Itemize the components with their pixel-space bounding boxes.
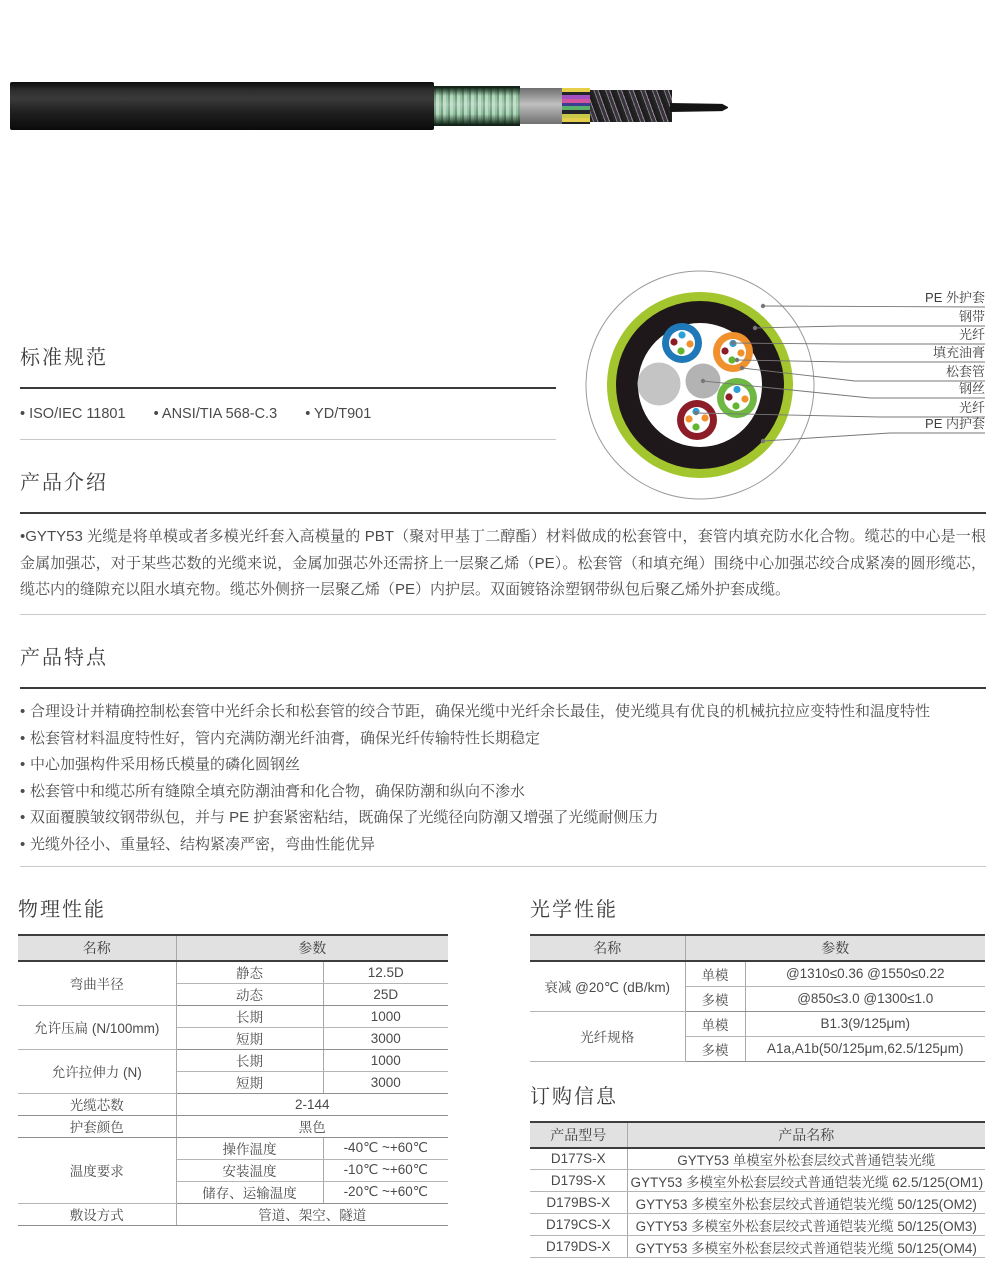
cable-photo [0,0,1000,160]
column-header: 参数 [685,935,985,961]
diagram-label: 光纤 [958,400,985,415]
table-row: D179S-X GYTY53 多模室外松套层绞式普通铠装光缆 62.5/125(OM1) [530,1170,985,1192]
table-row: D179CS-X GYTY53 多模室外松套层绞式普通铠装光缆 50/125(OM3) [530,1214,985,1236]
table-row: 短期 3000 [18,1071,448,1093]
divider [20,687,986,689]
physical-table [18,934,448,1226]
table-row: 动态 25D [18,983,448,1005]
bullet-icon: • [20,406,26,422]
table-row: 允许压扁 (N/100mm) 长期 1000 [18,1005,448,1027]
optical-table [530,934,985,1062]
feature-item: • 松套管材料温度特性好，管内充满防潮光纤油膏，确保光纤传输特性长期稳定 [20,726,986,753]
table-row: D177S-X GYTY53 单模室外松套层绞式普通铠装光缆 [530,1148,985,1170]
intro-title: 产品介绍 [20,472,108,494]
divider [20,614,986,615]
table-row: 敷设方式 管道、架空、隧道 [18,1203,448,1225]
table-row: 允许拉伸力 (N) 长期 1000 [18,1049,448,1071]
standard-item: • ISO/IEC 11801 [20,406,126,422]
steel-wire-large [638,363,681,406]
section-ordering [530,1084,985,1259]
table-row: 安装温度 -10℃ ~+60℃ [18,1159,448,1181]
ordering-table [530,1121,985,1259]
features-list [20,699,986,858]
table-row: 护套颜色 黑色 [18,1115,448,1137]
column-header: 名称 [530,935,685,961]
bullet-icon: • [20,782,26,800]
column-header: 产品型号 [530,1122,627,1148]
section-introduction [20,470,986,615]
bullet-icon: • [153,406,159,422]
features-title: 产品特点 [20,647,108,669]
diagram-label: 钢带 [958,309,985,324]
column-header: 名称 [18,935,176,961]
bullet-icon: • [20,729,26,747]
loose-tube-orange [713,332,753,372]
divider [20,439,556,440]
feature-item: • 松套管中和缆芯所有缝隙全填充防潮油膏和化合物，确保防潮和纵向不渗水 [20,779,986,806]
standard-item: • YD/T901 [305,406,372,422]
intro-paragraph: •GYTY53 光缆是将单模或者多模光纤套入高模量的 PBT（聚对甲基丁二醇酯）材料做成的松套管中，套管内填充防水化合物。缆芯的中心是一根金属加强芯，对于某些芯数的光缆来说，金属加强芯外还需挤上一层聚乙烯（PE）。松套管（和填充绳）围绕中心加强芯绞合成紧凑的圆形缆芯，缆芯内的缝隙充以阻水填充物。缆芯外侧挤一层聚乙烯（PE）内护层。双面镀铬涂塑钢带纵包后聚乙烯外护套成缆。 [20,528,986,598]
divider [20,512,986,514]
bullet-icon: • [20,756,26,773]
standard-item: • ANSI/TIA 568-C.3 [153,406,278,422]
optical-title: 光学性能 [530,899,618,921]
divider [20,866,986,867]
ordering-title: 订购信息 [530,1085,618,1108]
cable-outer-jacket [10,82,434,130]
column-header: 产品名称 [627,1122,985,1148]
section-features [20,645,986,867]
column-header: 参数 [176,935,448,961]
cable-twisted-tubes [590,90,672,122]
diagram-label: 填充油膏 [932,345,985,360]
diagram-label: 光纤 [958,327,985,342]
bullet-icon: • [20,528,26,545]
feature-item: • 中心加强构件采用杨氏模量的磷化圆钢丝 [20,752,986,779]
bullet-icon: • [305,406,311,422]
table-row: D179BS-X GYTY53 多模室外松套层绞式普通铠装光缆 50/125(OM2) [530,1192,985,1214]
cable-fiber-bundle [562,88,590,124]
table-row: 弯曲半径 静态 12.5D [18,961,448,983]
cable-strength-member [670,103,728,112]
table-row: 多模 A1a,A1b(50/125μm,62.5/125μm) [530,1036,985,1061]
table-row: 光缆芯数 2-144 [18,1093,448,1115]
standards-list [20,403,556,425]
section-standards [20,345,556,440]
table-row: 多模 @850≤3.0 @1300≤1.0 [530,986,985,1011]
section-physical [18,897,448,1226]
diagram-label: 松套管 [945,364,985,379]
loose-tube-maroon [677,400,717,440]
physical-title: 物理性能 [18,899,106,921]
diagram-label: PE 外护套 [925,290,985,305]
loose-tube-green [717,378,757,418]
section-optical [530,897,985,1258]
table-row: 短期 3000 [18,1027,448,1049]
standards-title: 标准规范 [20,347,108,369]
bullet-icon: • [20,809,26,826]
loose-tube-blue [662,323,702,363]
table-row: 衰减 @20℃ (dB/km) 单模 @1310≤0.36 @1550≤0.22 [530,961,985,986]
feature-item: • 双面覆膜皱纹钢带纵包，并与 PE 护套紧密粘结，既确保了光缆径向防潮又增强了光缆耐侧压力 [20,805,986,832]
bullet-icon: • [20,835,26,853]
table-row: 储存、运输温度 -20℃ ~+60℃ [18,1181,448,1203]
divider [20,387,556,389]
feature-item: • 光缆外径小、重量轻、结构紧凑严密，弯曲性能优异 [20,832,986,859]
diagram-label: 钢丝 [958,381,985,396]
table-row: 温度要求 操作温度 -40℃ ~+60℃ [18,1137,448,1159]
cable-steel-armor [434,86,520,126]
diagram-label: PE 内护套 [925,416,985,431]
cable-inner-sheath [520,88,562,124]
table-row: 光纤规格 单模 B1.3(9/125μm) [530,1011,985,1036]
feature-item: • 合理设计并精确控制松套管中光纤余长和松套管的绞合节距，确保光缆中光纤余长最佳，使光缆具有优良的机械抗拉应变特性和温度特性 [20,699,986,726]
table-row: D179DS-X GYTY53 多模室外松套层绞式普通铠装光缆 50/125(OM4) [530,1236,985,1258]
bullet-icon: • [20,703,26,720]
